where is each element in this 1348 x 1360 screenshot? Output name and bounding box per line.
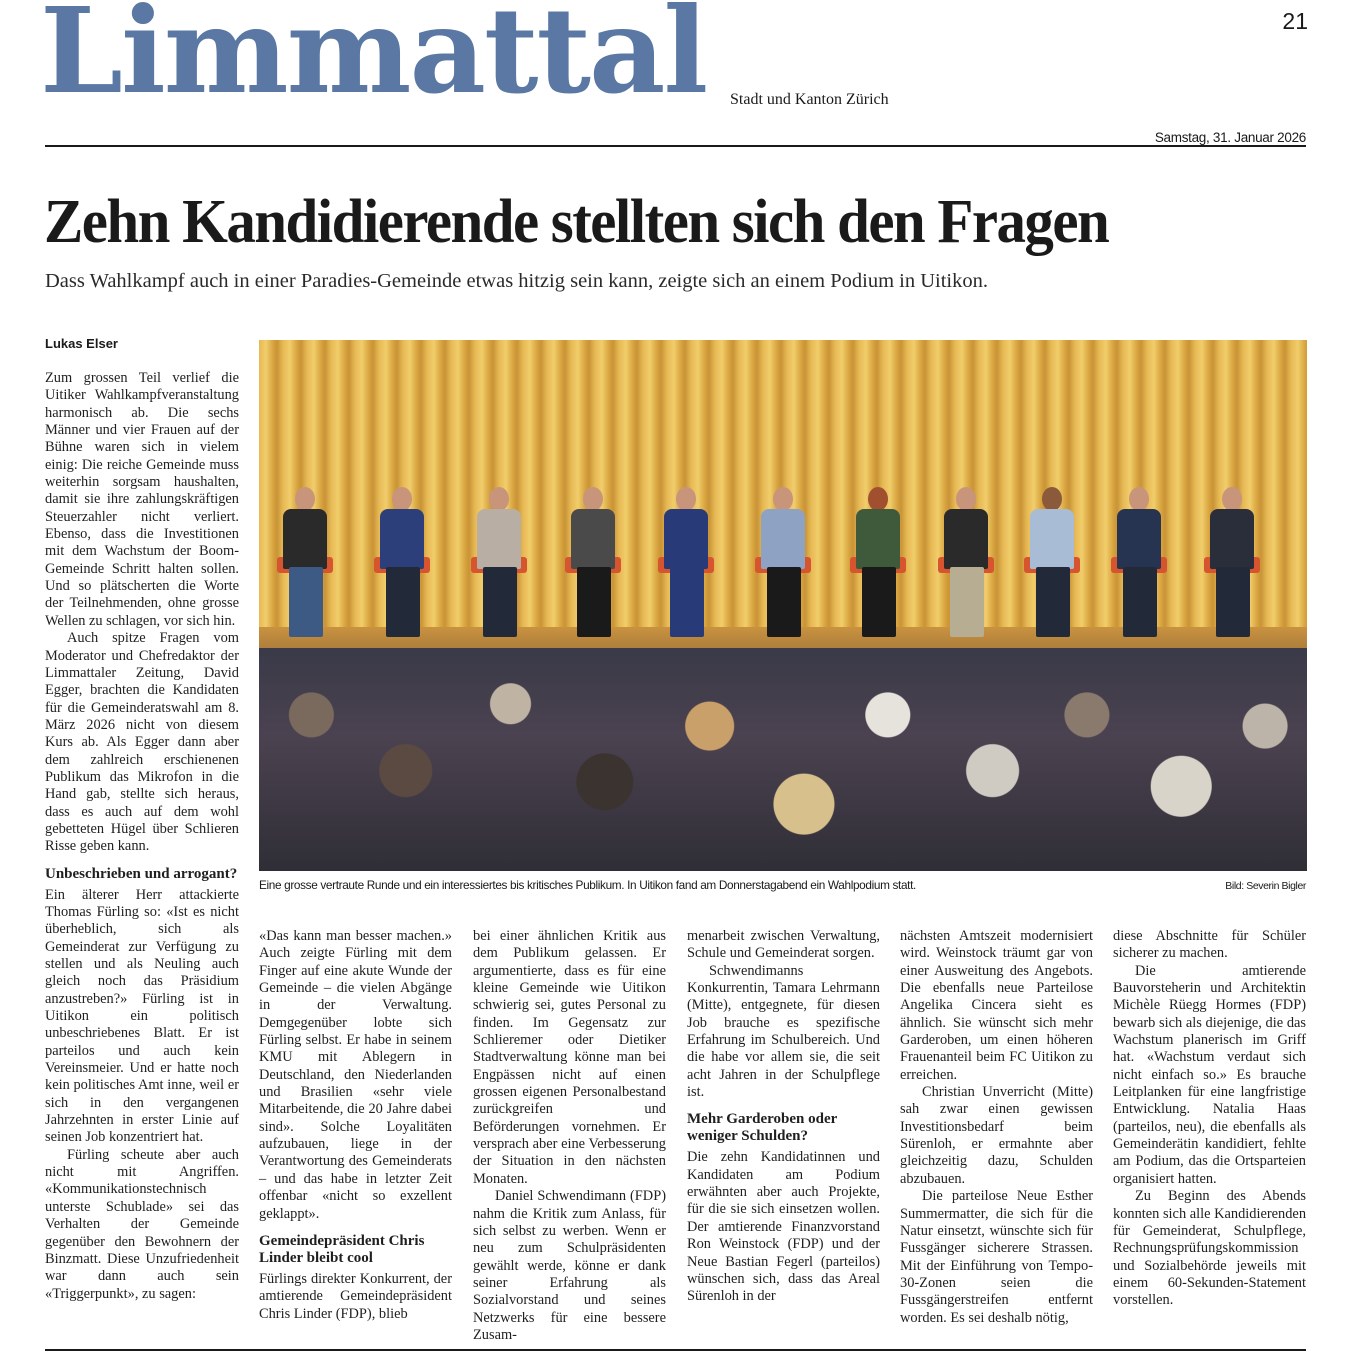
panelist	[938, 487, 994, 642]
paragraph: Fürling scheute aber auch nicht mit Angriffen. «Kommunikationstechnisch unterste Schublade» sei das Verhalten der Gemeinde gegenüber den Bewohnern der Binzmatt. Diese Unzufriedenheit war dann auch sein «Triggerpunkt», zu sagen:	[45, 1146, 239, 1302]
paragraph: Schwendimanns Konkurrentin, Tamara Lehrmann (Mitte), entgegnete, für diesen Job brauche es spezifische Erfahrung im Schulbereich. Und die habe vor allem sie, die seit acht Jahren in der Schulpflege ist.	[687, 962, 880, 1101]
subheading: Mehr Garderoben oder weniger Schulden?	[687, 1111, 837, 1145]
paragraph: nächsten Amtszeit modernisiert wird. Weinstock träumt gar von einer Ausweitung des Angebots. Die ebenfalls neue Parteilose Angelika Cincera sieht es ähnlich. Sie wünscht sich mehr Garderoben, um einen höheren Frauenanteil beim FC Uitikon zu erreichen.	[900, 928, 1093, 1083]
section-label: Stadt und Kanton Zürich	[730, 91, 889, 108]
paragraph: Daniel Schwendimann (FDP) nahm die Kritik zum Anlass, für sich selbst zu werben. Wenn er neu zum Schulpräsidenten gewählt werde, könne er dank seiner Erfahrung als Sozialvorstand und seines Netzwerks für eine bessere Zusam-	[473, 1188, 666, 1343]
panelist	[1111, 487, 1167, 642]
article-column-6	[1113, 928, 1306, 1310]
panelist	[277, 487, 333, 642]
page-number: 21	[1282, 8, 1308, 34]
paragraph: Die zehn Kandidatinnen und Kandidaten am Podium erwähnten aber auch Projekte, für die sie sich einsetzen wollen. Der amtierende Finanzvorstand Ron Weinstock (FDP) und der Neue Bastian Fegerl (parteilos) wünschen sich, dass das Areal Sürenloh in der	[687, 1149, 880, 1305]
panelist	[565, 487, 621, 642]
paragraph: bei einer ähnlichen Kritik aus dem Publikum gelassen. Er argumentierte, dass es für eine kleine Gemeinde wie Uitikon schwierig sei, gutes Personal zu finden. Im Gegensatz zur Schlieremer oder Dietiker Stadtverwaltung könne man bei Engpässen nicht auf einen grossen eigenen Personalbestand zurückgreifen und Beförderungen vornehmen. Er versprach aber eine Verbesserung der Situation in den nächsten Monaten.	[473, 928, 666, 1187]
publication-date: Samstag, 31. Januar 2026	[1154, 130, 1306, 145]
panelist	[658, 487, 714, 642]
panelist	[374, 487, 430, 642]
paragraph: «Das kann man besser machen.» Auch zeigte Fürling mit dem Finger auf eine akute Wunde der Gemeinde – die vielen Abgänge in der Verwaltung. Demgegenüber lobte sich Fürling selbst. Er habe in seinem KMU mit Ablegern in Deutschland, den Niederlanden und Brasilien «sehr viele Mitarbeitende, die 20 Jahre dabei sind». Solche Loyalitäten aufzubauen, liege in der Verantwortung des Gemeinderats – und das habe in letzter Zeit offenbar «nicht so exzellent geklappt».	[259, 928, 452, 1222]
header-divider	[45, 145, 1306, 147]
subheading: Gemeindepräsident Chris Linder bleibt cool	[259, 1232, 425, 1266]
audience	[259, 648, 1307, 871]
paragraph: Die parteilose Neue Esther Summermatter, die sich für die Natur einsetzt, wünschte sich für Fussgänger sicherere Strassen. Mit der Einführung von Tempo-30-Zonen seien die Fussgängerstreifen entfernt worden. Es sei deshalb nötig,	[900, 1188, 1093, 1326]
paragraph: Fürlings direkter Konkurrent, der amtierende Gemeindepräsident Chris Linder (FDP), blieb	[259, 1270, 452, 1322]
paragraph: Christian Unverricht (Mitte) sah zwar einen gewissen Investitionsbedarf beim Sürenloh, er ermahnte aber gleichzeitig dazu, Schulden abzubauen.	[900, 1084, 1093, 1187]
panelist	[1024, 487, 1080, 642]
article-author: Lukas Elser	[45, 336, 118, 351]
moderator	[755, 487, 811, 642]
paragraph: Zu Beginn des Abends konnten sich alle Kandidierenden für Gemeinderat, Schulpflege, Rechnungsprüfungskommission und Sozialbehörde jeweils mit einem 60-Sekunden-Statement vorstellen.	[1113, 1188, 1307, 1309]
article-column-1	[45, 370, 239, 1303]
paragraph: menarbeit zwischen Verwaltung, Schule und Gemeinderat sorgen.	[687, 928, 880, 962]
paragraph: Die amtierende Bauvorsteherin und Architektin Michèle Rüegg Hormes (FDP) bewarb sich als diejenige, die das Wachstum planerisch im Griff hat. «Wachstum verdaut sich nicht einfach so.» Es brauche Leitplanken für eine langfristige Entwicklung. Natalia Haas (parteilos, neu), die ebenfalls als Gemeinderätin kandidiert, fehlte am Podium, das die Ortsparteien organisiert hatten.	[1113, 962, 1306, 1187]
article-column-5	[900, 928, 1093, 1327]
article-subheadline: Dass Wahlkampf auch in einer Paradies-Gemeinde etwas hitzig sein kann, zeigte sich an einem Podium in Uitikon.	[45, 270, 988, 292]
photo-credit: Bild: Severin Bigler	[1225, 880, 1306, 892]
panelist	[471, 487, 527, 642]
article-headline: Zehn Kandidierende stellten sich den Fragen	[44, 188, 1109, 256]
paragraph: Auch spitze Fragen vom Moderator und Chefredaktor der Limmattaler Zeitung, David Egger, brachten die Kandidaten für die Gemeinderatswahl am 8. März 2026 nicht von diesem Kurs ab. Als Egger dann aber dem zahlreich erschienenen Publikum das Mikrofon in die Hand gab, stellte sich heraus, dass es auch auf dem wohl gebetteten Hügel über Schlieren Risse geben kann.	[45, 630, 239, 855]
panelist	[1204, 487, 1260, 642]
masthead-title: Limmattal	[40, 0, 707, 120]
footer-divider	[45, 1349, 1306, 1351]
paragraph: Ein älterer Herr attackierte Thomas Fürling so: «Ist es nicht überheblich, sich als Gemeinderat zur Verfügung zu stellen und als Neuling auch gleich noch das Präsidium anzustreben?» Fürling ist in Uitikon ein politisch unbeschriebenes Blatt. Er ist parteilos und auch kein Vereinsmeier. Und er hatte noch kein politisches Amt inne, weil er sich in den vergangenen Jahrzehnten in erster Linie auf seinen Job konzentriert hat.	[45, 886, 239, 1146]
article-column-4	[687, 928, 880, 1306]
article-column-3	[473, 928, 666, 1344]
panelist	[850, 487, 906, 642]
paragraph: Zum grossen Teil verlief die Uitiker Wahlkampfveranstaltung harmonisch ab. Die sechs Männer und vier Frauen auf der Bühne waren sich in vielem einig: Die reiche Gemeinde muss weiterhin sorgsam haushalten, damit sie ihre zahlungskräftigen Steuerzahler nicht verliert. Ebenso, dass die Investitionen mit dem Wachstum der Boom-Gemeinde Schritt halten sollen. Und so plätscherten die Worte der Teilnehmenden, ohne grosse Wellen zu schlagen, vor sich hin.	[45, 370, 239, 629]
photo-caption: Eine grosse vertraute Runde und ein interessiertes bis kritisches Publikum. In Uitikon fand am Donnerstagabend ein Wahlpodium statt.	[259, 878, 916, 892]
paragraph: diese Abschnitte für Schüler sicherer zu machen.	[1113, 928, 1306, 962]
article-photo[interactable]	[259, 340, 1307, 871]
article-column-2	[259, 928, 452, 1323]
subheading: Unbeschrieben und arrogant?	[45, 865, 238, 882]
